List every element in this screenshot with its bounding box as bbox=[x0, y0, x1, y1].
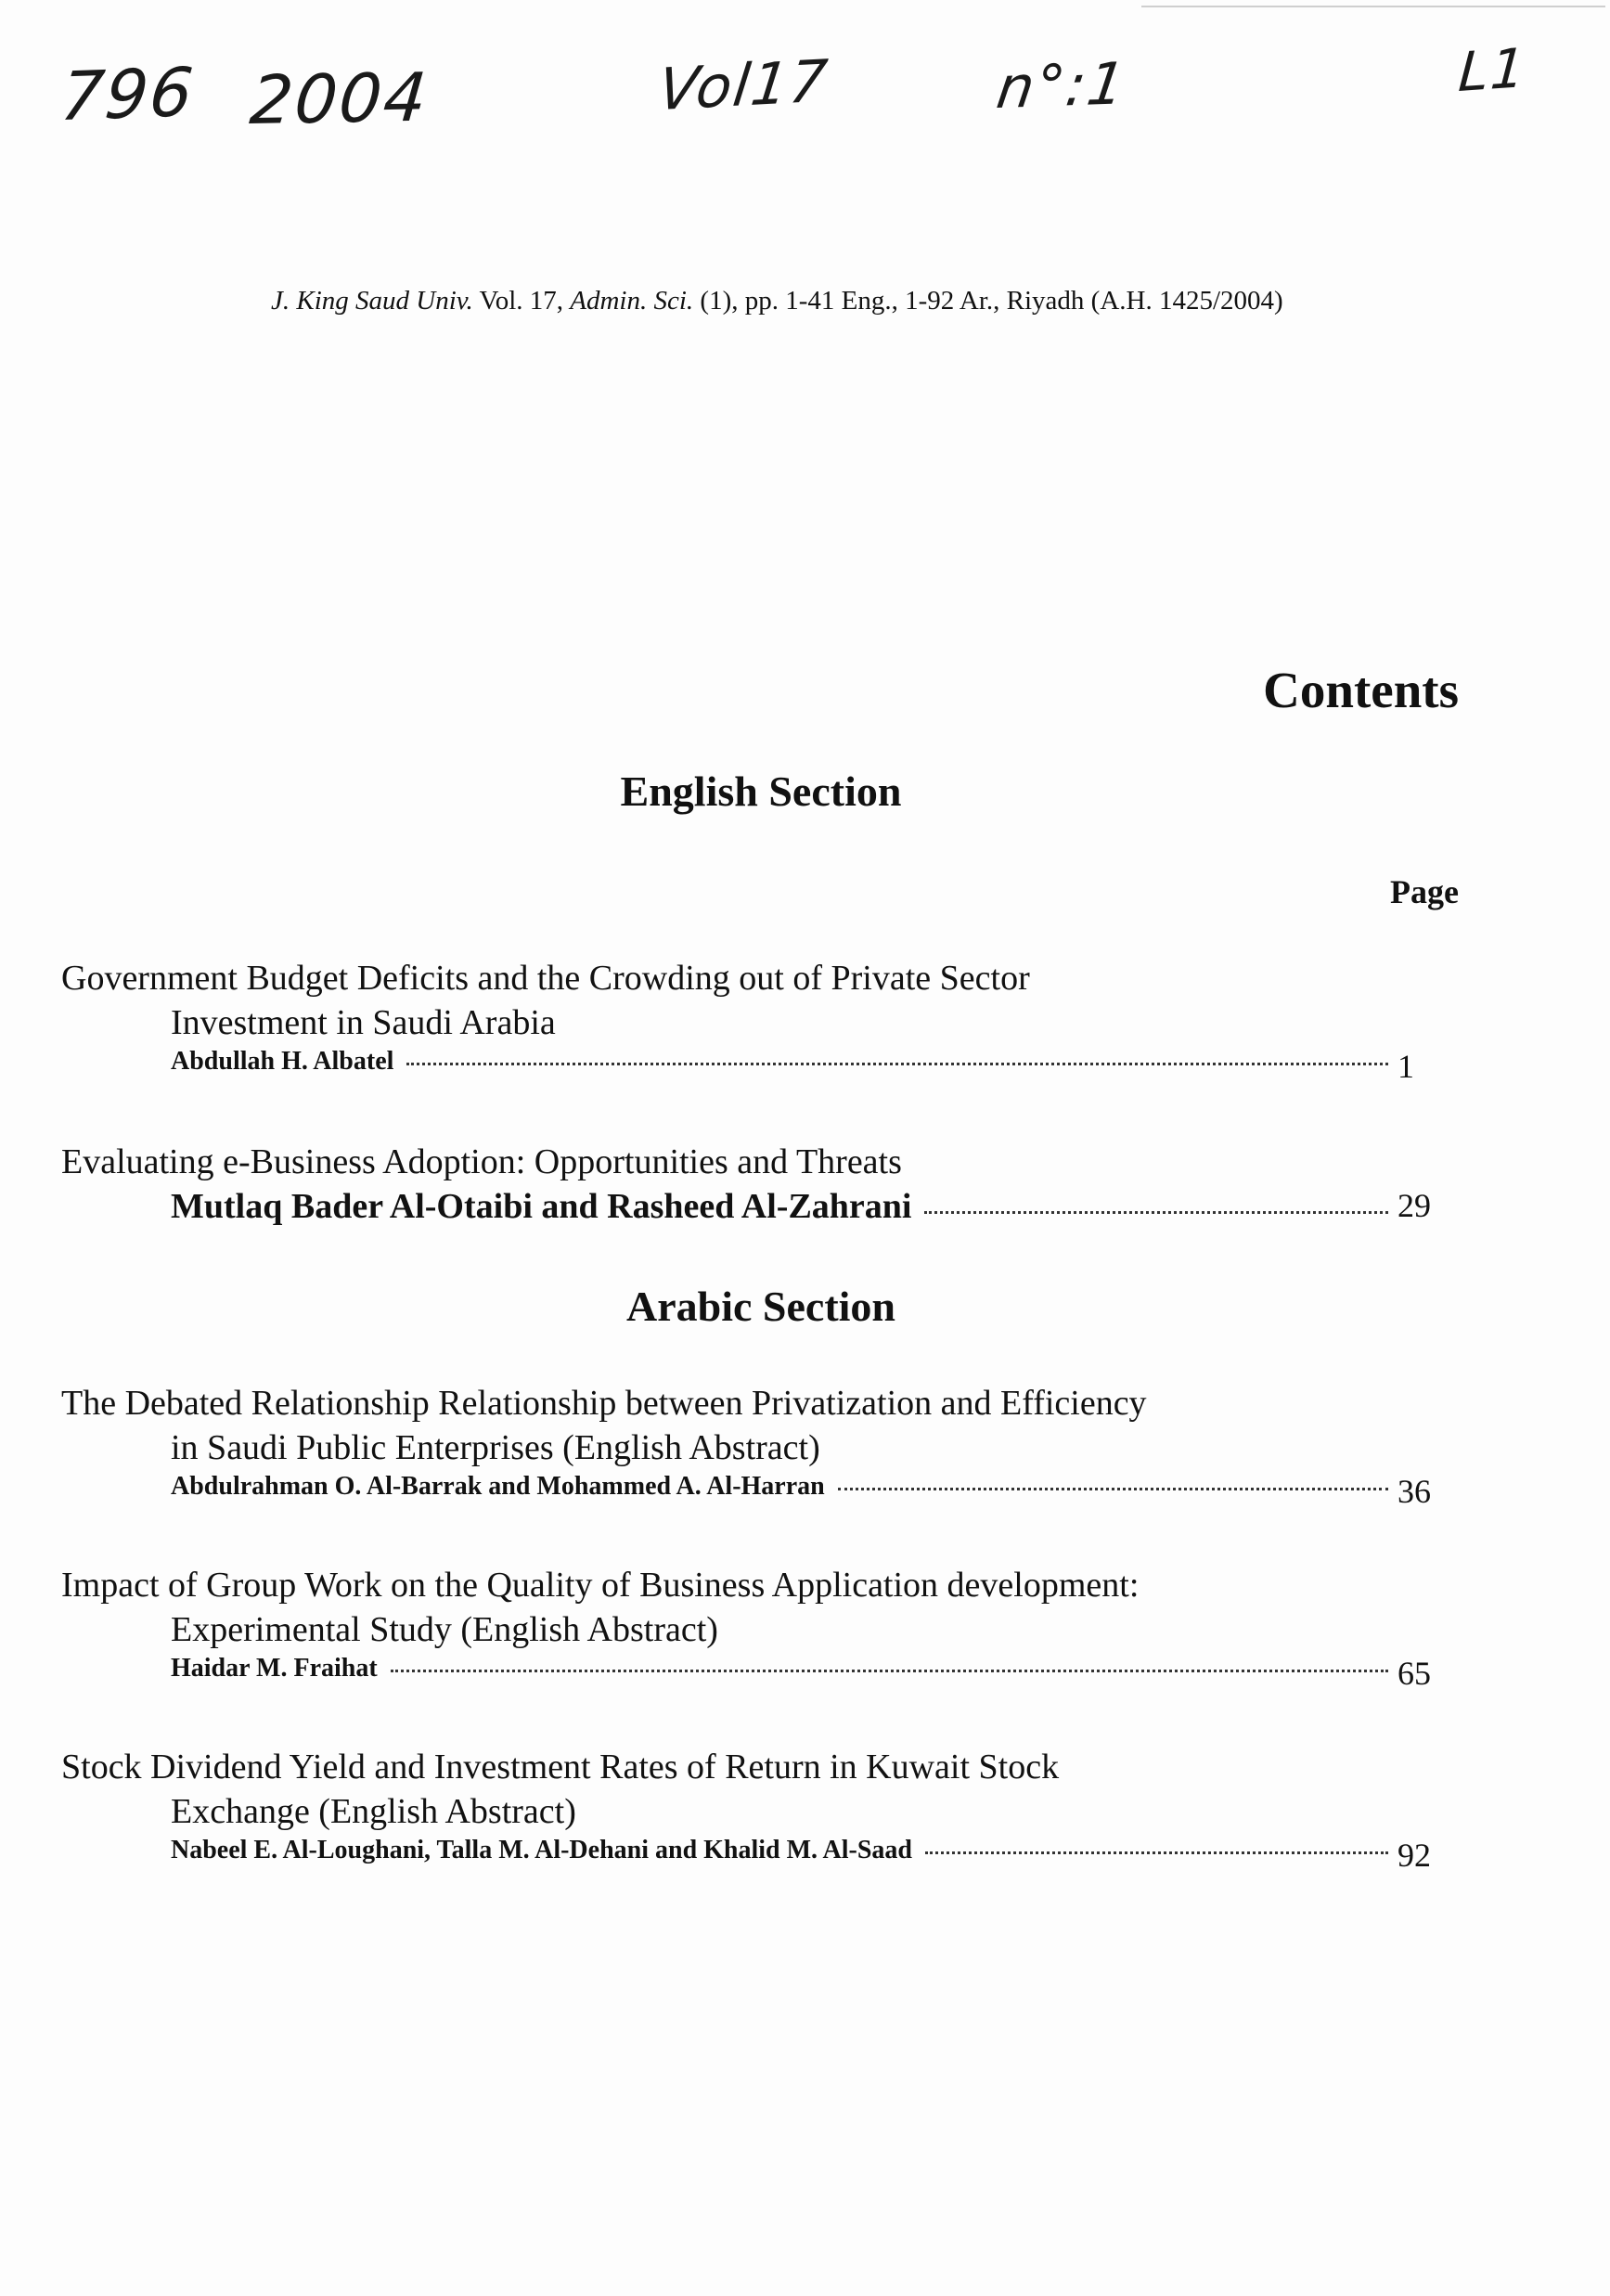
journal-volume: Vol. 17, bbox=[479, 286, 563, 316]
dot-leader bbox=[391, 1669, 1388, 1672]
entry-authors: Nabeel E. Al-Loughani, Talla M. Al-Dehani and Khalid M. Al-Saad bbox=[171, 1836, 912, 1864]
entry-title-line: The Debated Relationship Relationship between Privatization and Efficiency bbox=[61, 1384, 1147, 1423]
entry-title bbox=[61, 1381, 1453, 1470]
toc-entry[interactable] bbox=[61, 1140, 1453, 1227]
dot-leader bbox=[924, 1210, 1388, 1214]
journal-details: (1), pp. 1-41 Eng., 1-92 Ar., Riyadh (A.H. 1425/2004) bbox=[700, 286, 1283, 316]
arabic-section-heading: Arabic Section bbox=[625, 1283, 895, 1330]
english-section-heading: English Section bbox=[620, 767, 902, 815]
entry-title-line: Impact of Group Work on the Quality of Business Application development: bbox=[61, 1566, 1140, 1605]
entry-title bbox=[61, 1745, 1453, 1834]
entry-title-line: Evaluating e-Business Adoption: Opportunities and Threats bbox=[61, 1142, 902, 1181]
journal-citation bbox=[271, 286, 1283, 316]
entry-title bbox=[61, 1140, 1453, 1184]
entry-authors: Mutlaq Bader Al-Otaibi and Rasheed Al-Zahrani bbox=[171, 1187, 912, 1226]
journal-subject: Admin. Sci. bbox=[570, 286, 694, 316]
entry-title-line: Investment in Saudi Arabia bbox=[171, 1003, 556, 1042]
toc-entry[interactable] bbox=[61, 1381, 1453, 1510]
entry-title-line: Exchange (English Abstract) bbox=[171, 1792, 576, 1831]
entry-page-number: 36 bbox=[1397, 1473, 1431, 1510]
entry-title-line: in Saudi Public Enterprises (English Abstract) bbox=[171, 1428, 820, 1467]
page-column-label: Page bbox=[1390, 873, 1459, 910]
entry-page-number: 65 bbox=[1397, 1655, 1431, 1692]
entry-author-row bbox=[61, 1836, 1431, 1874]
toc-entry[interactable] bbox=[61, 1563, 1453, 1692]
toc-entry[interactable] bbox=[61, 1745, 1453, 1874]
journal-name: J. King Saud Univ. bbox=[271, 286, 473, 316]
handwritten-note: 796 bbox=[57, 52, 199, 136]
handwritten-note: 2004 bbox=[247, 58, 431, 140]
entry-title bbox=[61, 956, 1453, 1045]
entry-page-number: 1 bbox=[1397, 1048, 1414, 1085]
entry-author-row bbox=[61, 1654, 1431, 1692]
dot-leader bbox=[925, 1851, 1388, 1854]
contents-heading: Contents bbox=[1263, 662, 1459, 718]
entry-authors: Abdullah H. Albatel bbox=[171, 1047, 394, 1076]
dot-leader bbox=[406, 1062, 1388, 1065]
entry-title-line: Government Budget Deficits and the Crowding out of Private Sector bbox=[61, 959, 1030, 998]
dot-leader bbox=[838, 1487, 1388, 1490]
scan-edge-line bbox=[1141, 6, 1605, 7]
entry-title bbox=[61, 1563, 1453, 1652]
handwritten-note: L1 bbox=[1456, 35, 1529, 105]
handwritten-note: Vol17 bbox=[654, 46, 833, 124]
handwritten-note: n°:1 bbox=[992, 48, 1131, 123]
entry-page-number: 29 bbox=[1397, 1187, 1431, 1224]
entry-title-line: Experimental Study (English Abstract) bbox=[171, 1610, 718, 1649]
entry-author-row bbox=[61, 1047, 1414, 1085]
entry-authors: Haidar M. Fraihat bbox=[171, 1654, 378, 1683]
entry-author-row bbox=[61, 1186, 1431, 1227]
toc-entry[interactable] bbox=[61, 956, 1453, 1085]
entry-title-line: Stock Dividend Yield and Investment Rates of Return in Kuwait Stock bbox=[61, 1748, 1060, 1786]
entry-authors: Abdulrahman O. Al-Barrak and Mohammed A. Al-Harran bbox=[171, 1472, 825, 1501]
entry-page-number: 92 bbox=[1397, 1837, 1431, 1874]
entry-author-row bbox=[61, 1472, 1431, 1510]
